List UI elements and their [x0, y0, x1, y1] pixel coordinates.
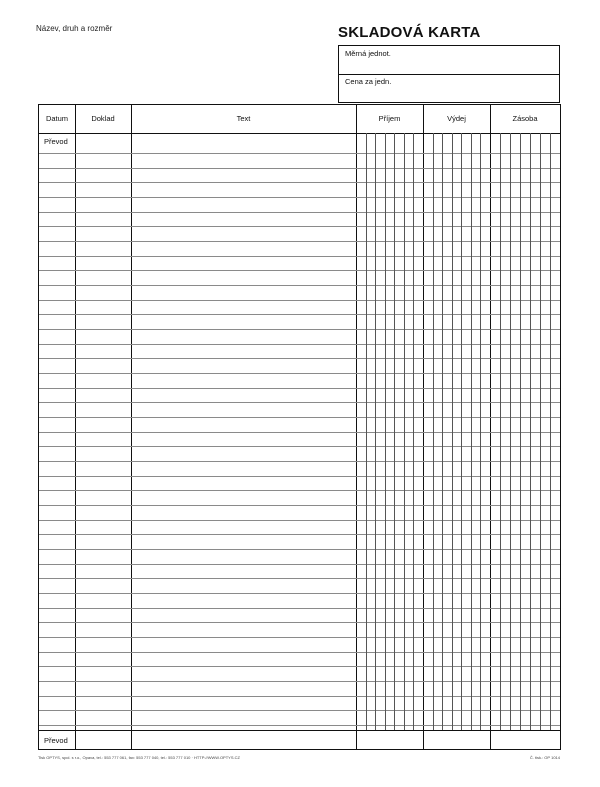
- ruled-row-line: [39, 710, 560, 711]
- form-title: SKLADOVÁ KARTA: [338, 24, 481, 41]
- digit-column-line: [404, 133, 405, 731]
- unit-label: Měrná jednot.: [345, 49, 391, 58]
- digit-column-line: [510, 133, 511, 731]
- ruled-row-line: [39, 490, 560, 491]
- price-label: Cena za jedn.: [345, 77, 392, 86]
- digit-column-line: [452, 133, 453, 731]
- ruled-row-line: [39, 329, 560, 330]
- ruled-row-line: [39, 534, 560, 535]
- ruled-row-line: [39, 168, 560, 169]
- header-divider: [39, 133, 560, 134]
- column-header-text: Text: [236, 114, 251, 123]
- ruled-row-line: [39, 549, 560, 550]
- digit-column-line: [375, 133, 376, 731]
- digit-column-line: [433, 133, 434, 731]
- ruled-row-line: [39, 182, 560, 183]
- ruled-row-line: [39, 212, 560, 213]
- ruled-row-line: [39, 652, 560, 653]
- ruled-row-line: [39, 358, 560, 359]
- ruled-row-line: [39, 696, 560, 697]
- column-header-receipt: Příjem: [378, 114, 401, 123]
- ruled-row-line: [39, 461, 560, 462]
- digit-column-line: [500, 133, 501, 731]
- publisher-footer: Tisk OPTYS, spol. s r.o., Opava, tel.: 553 777 061, fax: 553 777 040, tel.: 553 777 010 · HTTP://WWW.OPTYS.CZ: [38, 755, 240, 760]
- digit-column-line: [530, 133, 531, 731]
- form-code: Č. tisk.: OP 1014: [529, 755, 560, 760]
- ruled-row-line: [39, 564, 560, 565]
- ruled-row-line: [39, 402, 560, 403]
- ruled-row-line: [39, 285, 560, 286]
- ruled-row-line: [39, 344, 560, 345]
- ruled-row-line: [39, 270, 560, 271]
- ruled-row-line: [39, 226, 560, 227]
- ruled-row-line: [39, 637, 560, 638]
- ruled-row-line: [39, 520, 560, 521]
- ruled-row-line: [39, 593, 560, 594]
- digit-column-line: [461, 133, 462, 731]
- digit-column-line: [413, 133, 414, 731]
- carry-over-bottom: Převod: [44, 736, 68, 745]
- ruled-row-line: [39, 476, 560, 477]
- ruled-row-line: [39, 432, 560, 433]
- column-header-date: Datum: [45, 114, 69, 123]
- ruled-row-line: [39, 241, 560, 242]
- price-row: [339, 74, 559, 102]
- ruled-row-line: [39, 725, 560, 726]
- ruled-row-line: [39, 622, 560, 623]
- ruled-row-line: [39, 681, 560, 682]
- ruled-row-line: [39, 578, 560, 579]
- column-header-document: Doklad: [91, 114, 115, 123]
- column-header-issue: Výdej: [447, 114, 466, 123]
- ruled-row-line: [39, 197, 560, 198]
- ruled-row-line: [39, 505, 560, 506]
- ruled-row-line: [39, 373, 560, 374]
- carry-over-top: Převod: [44, 137, 68, 146]
- ruled-row-line: [39, 666, 560, 667]
- unit-row: [339, 46, 559, 74]
- digit-column-line: [394, 133, 395, 731]
- ruled-row-line: [39, 417, 560, 418]
- ruled-row-line: [39, 153, 560, 154]
- ruled-row-line: [39, 388, 560, 389]
- ruled-row-line: [39, 446, 560, 447]
- stock-ledger-table: [38, 104, 561, 750]
- digit-column-line: [480, 133, 481, 731]
- digit-column-line: [540, 133, 541, 731]
- ruled-row-line: [39, 314, 560, 315]
- ruled-row-line: [39, 256, 560, 257]
- digit-column-line: [385, 133, 386, 731]
- digit-column-line: [520, 133, 521, 731]
- ruled-row-line: [39, 608, 560, 609]
- item-name-label: Název, druh a rozměr: [36, 24, 113, 33]
- digit-column-line: [550, 133, 551, 731]
- digit-column-line: [442, 133, 443, 731]
- bottom-divider: [39, 730, 560, 731]
- digit-column-line: [366, 133, 367, 731]
- digit-column-line: [471, 133, 472, 731]
- unit-price-box: [338, 45, 560, 103]
- ruled-row-line: [39, 300, 560, 301]
- column-header-stock: Zásoba: [512, 114, 538, 123]
